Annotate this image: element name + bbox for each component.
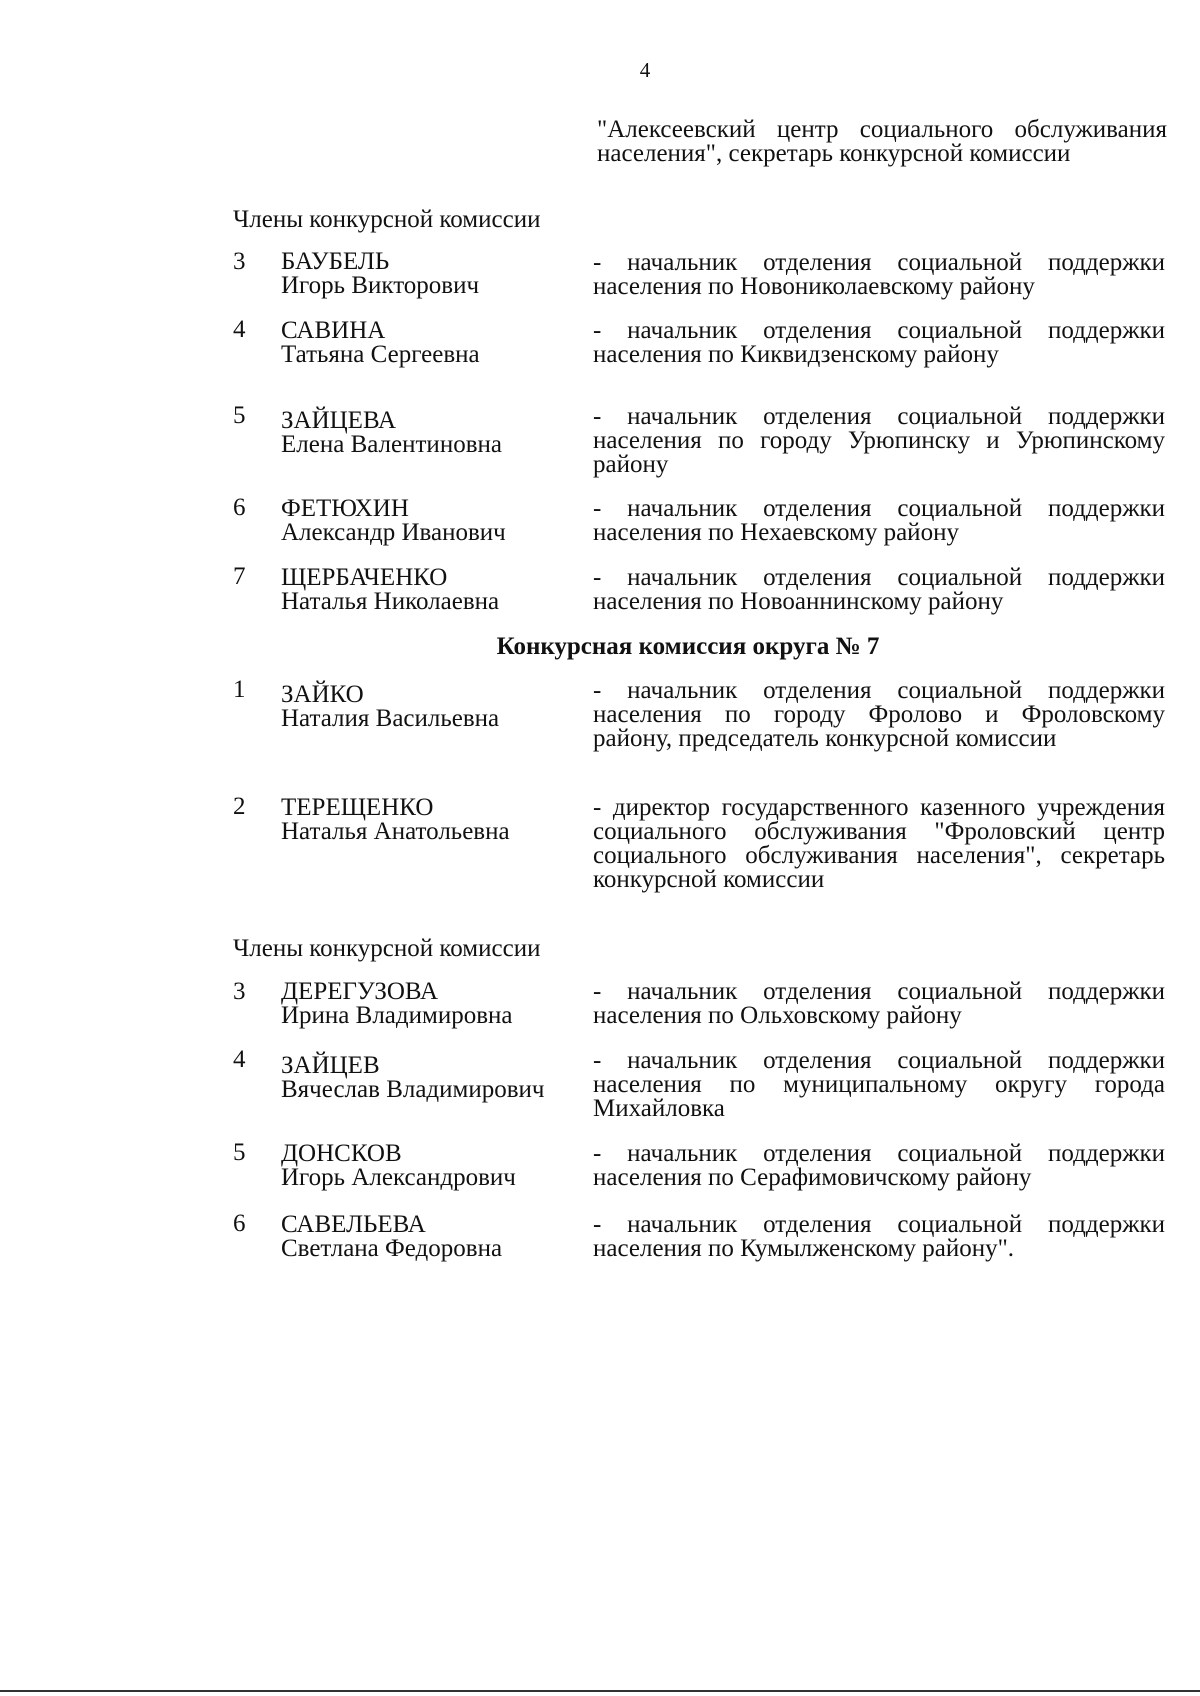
member-given-names: Александр Иванович: [281, 519, 506, 546]
member-surname: САВЕЛЬЕВА: [281, 1211, 426, 1238]
commission-heading: Конкурсная комиссия округа № 7: [496, 633, 880, 660]
member-given-names: Наталья Николаевна: [281, 588, 500, 615]
member-number: 7: [233, 563, 246, 590]
member-position: - начальник отделения социальной поддержки населения по Новоаннинскому району: [593, 564, 1165, 615]
member-position: - начальник отделения социальной поддержки населения по Серафимовичскому району: [593, 1140, 1165, 1191]
member-name: [281, 1213, 591, 1261]
member-given-names: Вячеслав Владимирович: [281, 1076, 545, 1103]
member-number: 6: [233, 494, 246, 521]
member-given-names: Татьяна Сергеевна: [281, 341, 480, 368]
continued-role-text: "Алексеевский центр социального обслуживания населения", секретарь конкурсной комиссии: [597, 116, 1167, 167]
member-given-names: Игорь Александрович: [281, 1164, 516, 1191]
member-number: 4: [233, 1046, 246, 1073]
member-position: - начальник отделения социальной поддержки населения по Киквидзенскому району: [593, 317, 1165, 368]
member-number: 2: [233, 793, 246, 820]
member-number: 1: [233, 676, 246, 703]
member-position: - начальник отделения социальной поддержки населения по Кумылженскому району".: [593, 1211, 1165, 1262]
member-position: - начальник отделения социальной поддержки населения по городу Фролово и Фроловскому району, председатель конкурсной комиссии: [593, 677, 1165, 752]
member-name: [281, 409, 591, 457]
member-given-names: Наталья Анатольевна: [281, 818, 510, 845]
member-name: [281, 683, 591, 731]
member-number: 6: [233, 1210, 246, 1237]
member-name: [281, 796, 591, 844]
members-label: Члены конкурсной комиссии: [233, 935, 541, 962]
member-name: [281, 250, 591, 298]
member-given-names: Светлана Федоровна: [281, 1235, 503, 1262]
member-surname: ДОНСКОВ: [281, 1140, 402, 1167]
member-surname: ФЕТЮХИН: [281, 495, 409, 522]
member-name: [281, 497, 591, 545]
scan-edge-line: [0, 1690, 1200, 1692]
member-position: - начальник отделения социальной поддержки населения по Новониколаевскому району: [593, 249, 1165, 300]
member-number: 5: [233, 1139, 246, 1166]
member-number: 3: [233, 248, 246, 275]
member-position: - начальник отделения социальной поддержки населения по Нехаевскому району: [593, 495, 1165, 546]
members-label: Члены конкурсной комиссии: [233, 206, 541, 233]
member-surname: ЗАЙЦЕВА: [281, 407, 397, 434]
member-number: 5: [233, 402, 246, 429]
member-given-names: Ирина Владимировна: [281, 1002, 513, 1029]
page-number: 4: [639, 58, 651, 82]
member-name: [281, 319, 591, 367]
member-surname: ЗАЙЦЕВ: [281, 1052, 380, 1079]
member-name: [281, 566, 591, 614]
member-position: - начальник отделения социальной поддержки населения по городу Урюпинску и Урюпинскому району: [593, 403, 1165, 478]
member-given-names: Наталия Васильевна: [281, 705, 500, 732]
member-position: - начальник отделения социальной поддержки населения по муниципальному округу города Михайловка: [593, 1047, 1165, 1122]
member-given-names: Игорь Викторович: [281, 272, 480, 299]
member-surname: ТЕРЕЩЕНКО: [281, 794, 434, 821]
member-surname: ЩЕРБАЧЕНКО: [281, 564, 448, 591]
member-position: - директор государственного казенного учреждения социального обслуживания "Фроловский центр социального обслуживания населения", секретарь конкурсной комиссии: [593, 794, 1165, 893]
member-surname: БАУБЕЛЬ: [281, 248, 390, 275]
member-name: [281, 980, 591, 1028]
member-number: 4: [233, 316, 246, 343]
member-number: 3: [233, 978, 246, 1005]
member-surname: ДЕРЕГУЗОВА: [281, 978, 439, 1005]
member-position: - начальник отделения социальной поддержки населения по Ольховскому району: [593, 978, 1165, 1029]
member-given-names: Елена Валентиновна: [281, 431, 502, 458]
member-name: [281, 1142, 591, 1190]
member-name: [281, 1054, 591, 1102]
member-surname: ЗАЙКО: [281, 681, 364, 708]
member-surname: САВИНА: [281, 317, 386, 344]
